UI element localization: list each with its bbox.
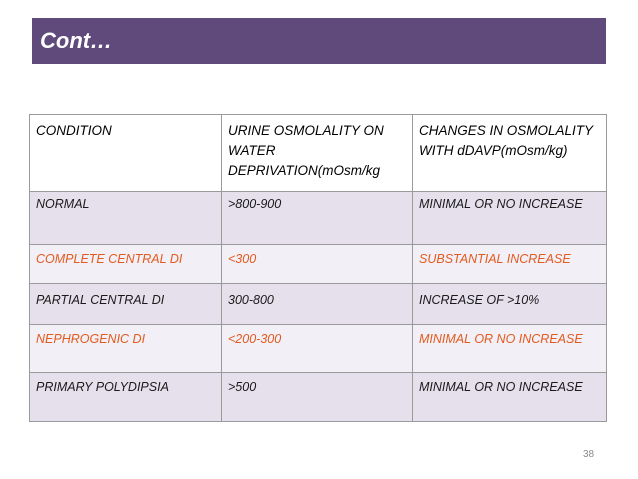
cell-change: INCREASE OF >10% — [413, 284, 607, 325]
cell-change: MINIMAL OR NO INCREASE — [413, 325, 607, 373]
cell-condition: COMPLETE CENTRAL DI — [30, 245, 222, 284]
header-changes-ddavp: CHANGES IN OSMOLALITY WITH dDAVP(mOsm/kg) — [413, 115, 607, 192]
cell-condition: PARTIAL CENTRAL DI — [30, 284, 222, 325]
table-row — [30, 192, 607, 245]
table-header-row — [30, 115, 607, 192]
cell-osmolality: >500 — [222, 373, 413, 422]
slide-title: Cont… — [40, 28, 113, 53]
table-row — [30, 325, 607, 373]
cell-osmolality: <300 — [222, 245, 413, 284]
osmolality-table — [29, 114, 607, 422]
table-row — [30, 373, 607, 422]
cell-condition: NEPHROGENIC DI — [30, 325, 222, 373]
cell-condition: PRIMARY POLYDIPSIA — [30, 373, 222, 422]
cell-change: MINIMAL OR NO INCREASE — [413, 373, 607, 422]
cell-change: MINIMAL OR NO INCREASE — [413, 192, 607, 245]
table-row — [30, 284, 607, 325]
cell-osmolality: 300-800 — [222, 284, 413, 325]
header-urine-osmolality: URINE OSMOLALITY ON WATER DEPRIVATION(mOsm/kg — [222, 115, 413, 192]
cell-osmolality: <200-300 — [222, 325, 413, 373]
cell-change: SUBSTANTIAL INCREASE — [413, 245, 607, 284]
cell-osmolality: >800-900 — [222, 192, 413, 245]
cell-condition: NORMAL — [30, 192, 222, 245]
header-condition: CONDITION — [30, 115, 222, 192]
title-bar — [32, 18, 606, 64]
page-number: 38 — [583, 449, 595, 460]
table-row — [30, 245, 607, 284]
